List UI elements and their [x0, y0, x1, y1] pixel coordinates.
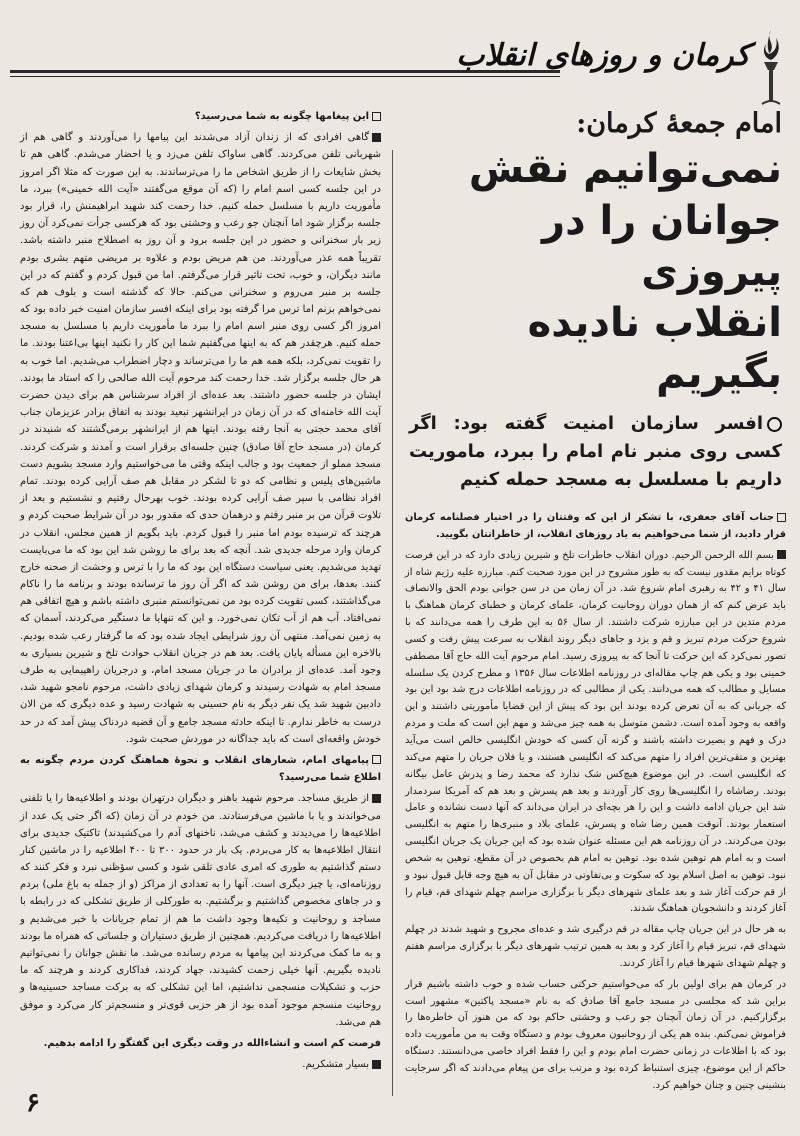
answer-paragraph: گاهی افرادی که از زندان آزاد می‌شدند این پیامها را می‌آوردند و گاهی هم از شهربانی تلفن می‌کردند. گاهی ساواک تلفن می‌زد و یا احضار می‌شدم. گاهی هم تا بخش شایعات را از طریق اشخاص ما را می‌ترساندند. به این صورت که مثلا اگر امروز در این جلسه کسی اسم امام را (که آن موقع می‌گفتند «آیت الله خمینی») ببرد، ما مأموریت داریم با مسلسل حمله کنیم. خدا رحمت کند شهید ابراهیمنش را، قرار بود جلسه برگزار شود اما آنچنان جو رعب و وحشتی بود که هرکسی جرأت نمی‌کرد آن روز زیر بار سخنرانی و حضور در این جلسه برود و آن روز به اصطلاح منبر داشته باشد. تقریباً همه عذر می‌آوردند. من هم مریض بودم و علاوه بر مریضی متهم بشری بودم مانند دیگران، و خوب، تحت تاثیر قرار می‌گرفتم. اما من قبول کردم و گفتم که در این جلسه بر منبر می‌روم و سخنرانی می‌کنم. حالا که گذشته است و بلوف هم که نمی‌خواهم بزنم اما ترس مرا گرفته بود برای اینکه افسر سازمان امنیت خبر داده بود که امروز اگر کسی روی منبر اسم امام را ببرد ما مأموریت داریم با مسلسل به مسجد حمله کنیم. هرچقدر هم که به اینها می‌گفتیم شما این کار را نکنید اینها بی‌اعتنا بودند. ما را تقویت نمی‌کرد، بلکه همه هم ما را می‌ترساند و دچار اضطراب می‌شدیم. اما خوب به هر حال جلسه برگزار شد. خدا رحمت کند مرحوم آیت الله صالحی را که استاد ما بودند. ایشان در جلسه حضور داشتند. بعد عده‌ای از افراد سرشناس هم برای دیدن حضرت آیت الله خامنه‌ای که در آن زمان در ایرانشهر تبعید بودند به اتفاق برادر عزیزمان جناب آقای محمد حجتی به آنجا رفته بودند. اینها هم از ایرانشهر برمی‌گشتند که شنیدند در کرمان (در مسجد حاج آقا صادق) چنین جلسه‌ای برقرار است و آمدند و شرکت کردند. مسجد مملو از جمعیت بود و جالب اینکه وقتی ما می‌خواستیم وارد مسجد بشویم دست ماشین‌های پلیس و نظامی که دو تا لشکر در مقابل هم صف آرایی کرده بودند. تمام افراد نظامی با سپر صف آرایی کرده بودند. خوب بهرحال رفتیم و نشستیم و بعد از تلاوت قرآن من بر منبر رفتم و درهمان حدی که مقدور بود در آن شرایط صحبت کردم و هرچند که ترسیده بودم اما منبر را قبول کردم. باید بگویم از همین مجلس، انقلاب در کرمان وارد مرحله جدیدی شد. آنچه که بعد برای ما روشن شد این بود که ما می‌بایست تهدید می‌شدیم. یعنی سیاست دستگاه این بود که ما را با ترس و وحشت از صحنه خارج کنند. بعدها، برای من روشن شد که اگر آن روز ما ترسانده بودند و برنامه ما را ناکام می‌گذاشتند، کسی تقویت کرده بود من نمی‌توانستم منبری داشته باشم و هیچ اتفاقی هم نمی‌افتاد. آب هم از آب تکان نمی‌خورد. و این که تنهایا ما دستگیر می‌کردند، آسمان که به زمین نمی‌آمد. منتهی آن روز شرایطی ایجاد شده بود که ما گرفتار رعب شده بودیم. بالاخره این مسأله پایان یافت. بعد هم در جریان انقلاب حوادث تلخ و شیرین بسیاری به وجود آمد. عده‌ای از برادران ما در جریان مسجد امام، و درجریان راهپیمایی به طرف مسجد امام به شهادت رسیدند و کرمان شهدای زیادی داشت، مرحوم نامجو شهید شد، دادبین شهید شد یک نفر دیگر به نام حسینی به شهادت رسید و عده دیگری که من الان درست به خاطر ندارم. تا اینکه حادثه مسجد جامع و آن قضیه دردناک پیش آمد که در حد خودش واقعه‌ای است که باید جداگانه در موردش صحبت شود.: [20, 132, 381, 745]
subhead-text: افسر سازمان امنیت گفته بود: اگر کسی روی منبر نام امام را ببرد، ماموریت داریم با مسلسل به مسجد حمله کنیم: [409, 413, 782, 491]
headline-line: نمی‌توانیم نقش: [468, 146, 782, 193]
article-kicker: امام جمعهٔ کرمان:: [576, 108, 782, 139]
question-paragraph: پیامهای امام، شعارهای انقلاب و نحوهٔ هماهنگ کردن مردم چگونه به اطلاع شما می‌رسید؟: [20, 754, 381, 784]
question-box-icon: [777, 513, 786, 522]
section-header: [10, 18, 790, 98]
question-paragraph: این پیغامها چگونه به شما می‌رسید؟: [20, 108, 381, 125]
question-box-icon: [372, 755, 381, 764]
question-paragraph: جناب آقای جعفری، با تشکر از این که وقتتان را در اختیار فصلنامه کرمان قرار دادید، از شما می‌خواهیم به یاد روزهای انقلاب، از خاطراتتان بگویید.: [405, 512, 786, 540]
closing-remark: فرصت کم است و انشاءالله در وقت دیگری این گفتگو را ادامه بدهیم.: [43, 1037, 381, 1049]
headline-line: جوانان را در پیروزی: [542, 197, 782, 295]
answer-box-icon: [372, 1060, 381, 1069]
answer-paragraph: از طریق مساجد. مرحوم شهید باهنر و دیگران درتهران بودند و اطلاعیه‌ها را یا تلفنی می‌خواندند و یا با ماشین می‌فرستادند. من خودم در آن زمان (که اگر حتی یک عدد از اطلاعیه‌ها را می‌دیدند و کشف می‌شد، ناخنهای آدم را می‌کشیدند) تاکتیک جدیدی برای انتقال اطلاعیه‌ها به کار می‌بردم. یک بار در حدود ۳۰۰ تا ۴۰۰ اطلاعیه را در ماشین کنار دستم گذاشتیم به طوری که امری عادی تلقی شود و کسی سؤظنی نبرد و فکر کنند که روزنامه‌ای، یا چیز دیگری است. آنها را به تعدادی از مراکز (و از جمله به باغ ملی) بردم و در جاهای مخصوص گذاشتیم و برگشتیم. به طورکلی از طریق تشکلی که در رابطه با مساجد و روحانیت و تکیه‌ها وجود داشت ما هم از تمام جریانات با خبر می‌شدیم و اطلاعیه‌ها را دریافت می‌کردیم. همچنین از طریق دستیاران و جلساتی که همراه ما بودند و به ما کمک می‌کردند این پیامها به مردم رسانده می‌شد. ما نقش جوانان را نمی‌توانیم نادیده بگیریم. آنها خیلی زحمت کشیدند، جهاد کردند، فداکاری کردند و هرچند که ما حزب و تشکیلات منسجمی نداشتیم، اما این تشکلی که به برکت مساجد حسینیه‌ها و روحانیت منسجم موجود آمده بود از هر حزبی قوی‌تر و منسجم‌تر کار می‌کرد و موفق هم می‌شد.: [20, 793, 381, 1028]
article-headline: [403, 144, 782, 400]
article-subhead: [409, 410, 782, 494]
headline-line: انقلاب نادیده بگیریم: [527, 299, 782, 398]
body-paragraph: در کرمان هم برای اولین بار که می‌خواستیم حرکتی حساب شده و خوب داشته باشیم قرار براین شد که مجلسی در مسجد جامع آقا صادق که به نام «مسجد پاکتین» مشهور است برگزارکنیم. در آن زمان آنچنان جو رعب و وحشتی حاکم بود که من هنوز آن خاطره‌ها را فراموش نمی‌کنم. بنده هم یکی از روحانیون معروف بودم و دستگاه وقت به من مأموریت داده بود که با اطلاعات در زمانی حضرت امام بودم و این را فقط افراد خاصی می‌دانستند. دستگاه حاکم از این موضوع، چیزی استنباط کرده بود و مرتب برای من پیغام می‌دادند که اگر سرجایت بنشینی چنین و چنان خواهیم کرد.: [405, 978, 786, 1091]
section-title: کرمان و روزهای انقلاب: [456, 38, 750, 73]
right-column: [403, 108, 788, 1096]
answer-box-icon: [372, 794, 381, 803]
right-body: [403, 510, 788, 1095]
left-body: [18, 108, 383, 1073]
answer-paragraph: بسم الله الرحمن الرحیم. دوران انقلاب خاطرات تلخ و شیرین زیادی دارد که در این فرصت کوتاه برایم مقدور نیست که به طور مشروح در این مورد صحبت کنم. مبارزه علیه رژیم شاه از سال ۴۱ و ۴۲ به رهبری امام شروع شد. در آن زمان من در سن جوانی بودم الحق والانصاف باید عرض کنم که از همان دوران روحانیت کرمان، علمای کرمان و خطبای کرمان هماهنگ با مردم متدین در این مبارزه شرکت داشتند. از سال ۵۶ به این طرف را همه می‌دانند که با شروع حرکت مردم تبریز و قم و یزد و جاهای دیگر روند انقلاب به سرعت پیش رفت و کسی تصور نمی‌کرد که این حرکت تا آنجا که به پیروزی رسید. امام مرحوم آیت الله حاج آقا مصطفی خمینی بود و یکی هم چاپ مقاله‌ای در روزنامه اطلاعات سال ۱۳۵۶ و مطرح کردن یک سلسله مسایل و مطالب که همه می‌دانند. یکی از مطالبی که در روزنامه اطلاعات درج شد بود این بود که جریانی که به آن تعرض کرده بودند این بود که پیش از این قضایا مأموریتی داشتند و این واقعه به وجود آمده است. دشمن متوسل به همه چیز می‌شد و مهم این است که ملت و مردم درک و فهم و بصیرت داشته باشند و گرنه آن کسی که خودش انگلیسی خالص است می‌آید بهترین و متقی‌ترین افراد را متهم می‌کند که انگلیسی هستند، و یا فلان جریان را متهم می‌کند که انگلیسی است. در این موضوع هیچ‌کس شک ندارد که محمد رضا و پدرش عامل بیگانه بودند. رضاشاه را انگلیسی‌ها روی کار آوردند و بعد هم پسرش و بعد هم که آمریکا سردمدار شد این جریان ادامه داشت و این را هر بچه‌ای در ایران می‌داند که آنها دست نشانده و عامل استعمار بودند. آنوقت همین رضا شاه و پسرش، علمای بلاد و منبری‌ها را متهم به انگلیسی بودن می‌کردند. در آن روزنامه هم این مسئله عنوان شده بود که این جریان یک جریان انگلیسی است و به امام هم توهین شده بود. توهین به امام هم بخصوص در آن مقطع، توهین به شخص نبود. توهین به اصل اسلام بود که سکوت و بی‌تفاوتی در مقابل آن به هیچ وجه قابل قبول نبود و از قم حرکت آغاز شد و بعد علمای شهرهای دیگر با برگزاری مراسم چهلم شهدای قم، قیام را آغاز کردند و دانشجویان هماهنگ شدند.: [405, 549, 787, 915]
answer-box-icon: [372, 133, 381, 142]
circle-bullet-icon: [767, 417, 782, 432]
answer-paragraph: بسیار متشکریم.: [20, 1056, 381, 1073]
answer-box-icon: [777, 550, 786, 559]
torch-emblem-icon: [754, 26, 788, 110]
page-number: ۶: [26, 1088, 40, 1118]
question-box-icon: [372, 112, 381, 121]
left-column: [18, 108, 383, 1096]
header-rule-thin: [10, 76, 560, 77]
body-paragraph: به هر حال در این جریان چاپ مقاله در قم درگیری شد و عده‌ای مجروح و شهید شدند در چهلم شهدای قم، تبریز قیام را آغاز کرد و بعد به همین ترتیب شهرهای دیگر با برگزاری مراسم هفتم و چهلم شهدای شهرها قیام را آغاز کردند.: [405, 924, 786, 969]
column-divider: [392, 150, 393, 1096]
